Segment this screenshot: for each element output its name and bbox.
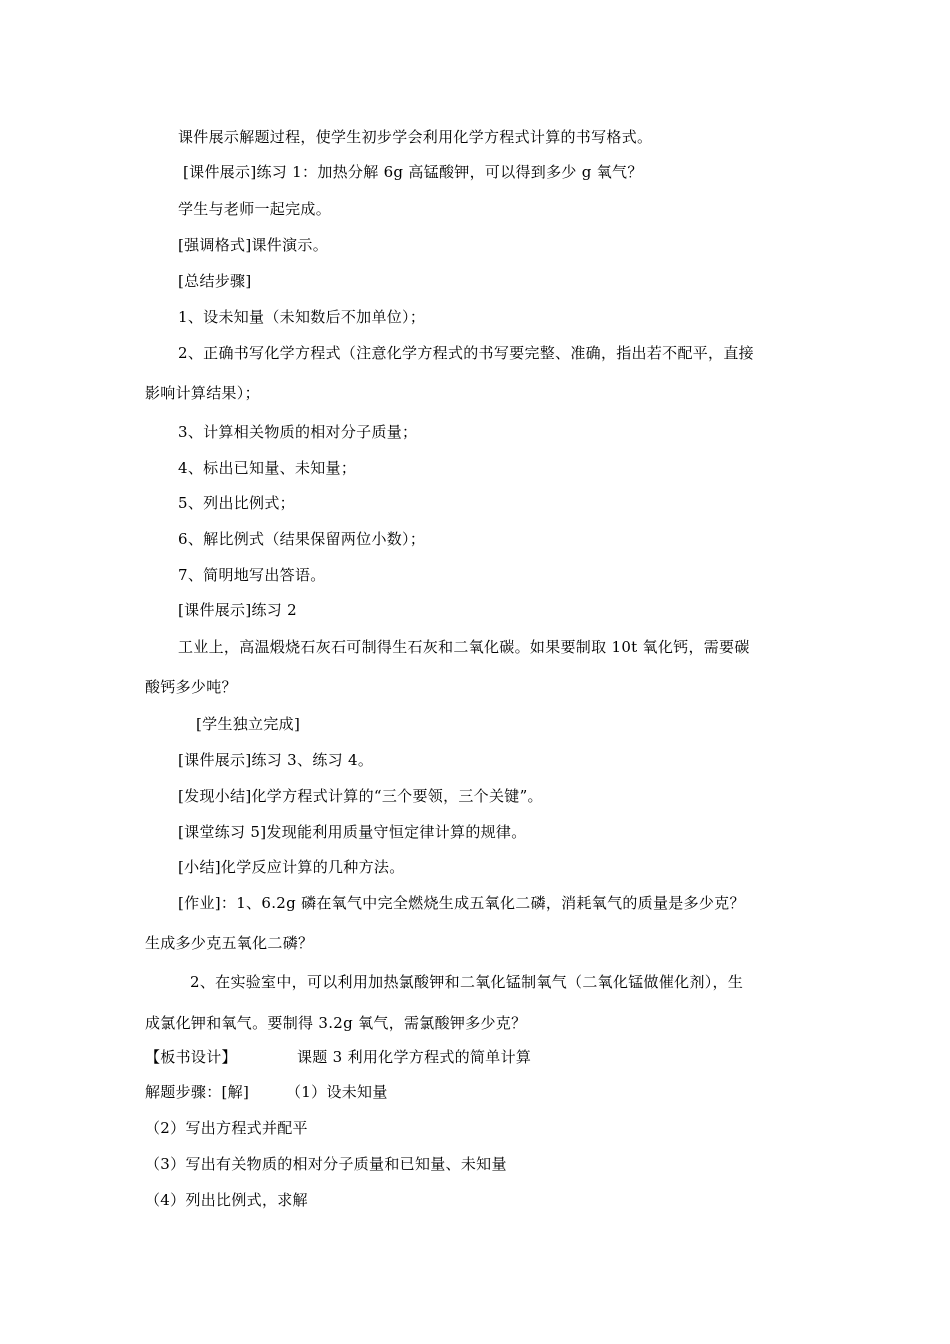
list-item: （2）写出方程式并配平: [145, 1119, 308, 1137]
text-line: [课件展示]练习 3、练习 4。: [178, 751, 374, 769]
text-line: [发现小结]化学方程式计算的“三个要领，三个关键”。: [178, 787, 543, 805]
text-line: 解题步骤：[解]: [145, 1083, 250, 1101]
list-item: （3）写出有关物质的相对分子质量和已知量、未知量: [145, 1155, 507, 1173]
text-line: [课件展示]练习 1：加热分解 6g 高锰酸钾，可以得到多少 g 氧气？: [183, 163, 643, 181]
text-line: [课堂练习 5]发现能利用质量守恒定律计算的规律。: [178, 823, 527, 841]
text-line: [小结]化学反应计算的几种方法。: [178, 858, 405, 876]
text-line: [学生独立完成]: [196, 715, 301, 733]
section-heading: [总结步骤]: [178, 272, 252, 290]
text-line: 生成多少克五氧化二磷？: [145, 934, 314, 952]
list-item: 3、计算相关物质的相对分子质量；: [178, 423, 418, 441]
text-line: [作业]：1、6.2g 磷在氧气中完全燃烧生成五氧化二磷，消耗氧气的质量是多少克？: [178, 894, 745, 912]
text-line: 课件展示解题过程，使学生初步学会利用化学方程式计算的书写格式。: [178, 128, 653, 146]
text-line: 成氯化钾和氧气。要制得 3.2g 氧气，需氯酸钾多少克？: [145, 1014, 527, 1032]
list-item: （4）列出比例式，求解: [145, 1191, 308, 1209]
board-title: 课题 3 利用化学方程式的简单计算: [297, 1048, 532, 1066]
text-line: [强调格式]课件演示。: [178, 236, 329, 254]
text-line: 学生与老师一起完成。: [178, 200, 332, 218]
section-heading: 【板书设计】: [145, 1048, 237, 1066]
text-line: 2、在实验室中，可以利用加热氯酸钾和二氧化锰制氧气（二氧化锰做催化剂），生: [190, 973, 744, 991]
list-item: 4、标出已知量、未知量；: [178, 459, 357, 477]
text-line: 影响计算结果）；: [145, 384, 260, 402]
text-line: 酸钙多少吨？: [145, 678, 237, 696]
text-line: 工业上，高温煅烧石灰石可制得生石灰和二氧化碳。如果要制取 10t 氧化钙，需要碳: [178, 638, 750, 656]
list-item: 6、解比例式（结果保留两位小数）；: [178, 530, 426, 548]
list-item: 2、正确书写化学方程式（注意化学方程式的书写要完整、准确，指出若不配平，直接: [178, 344, 754, 362]
list-item: 7、简明地写出答语。: [178, 566, 326, 584]
section-heading: [课件展示]练习 2: [178, 601, 298, 619]
list-item: 5、列出比例式；: [178, 494, 295, 512]
list-item: （1）设未知量: [286, 1083, 388, 1101]
list-item: 1、设未知量（未知数后不加单位）；: [178, 308, 426, 326]
